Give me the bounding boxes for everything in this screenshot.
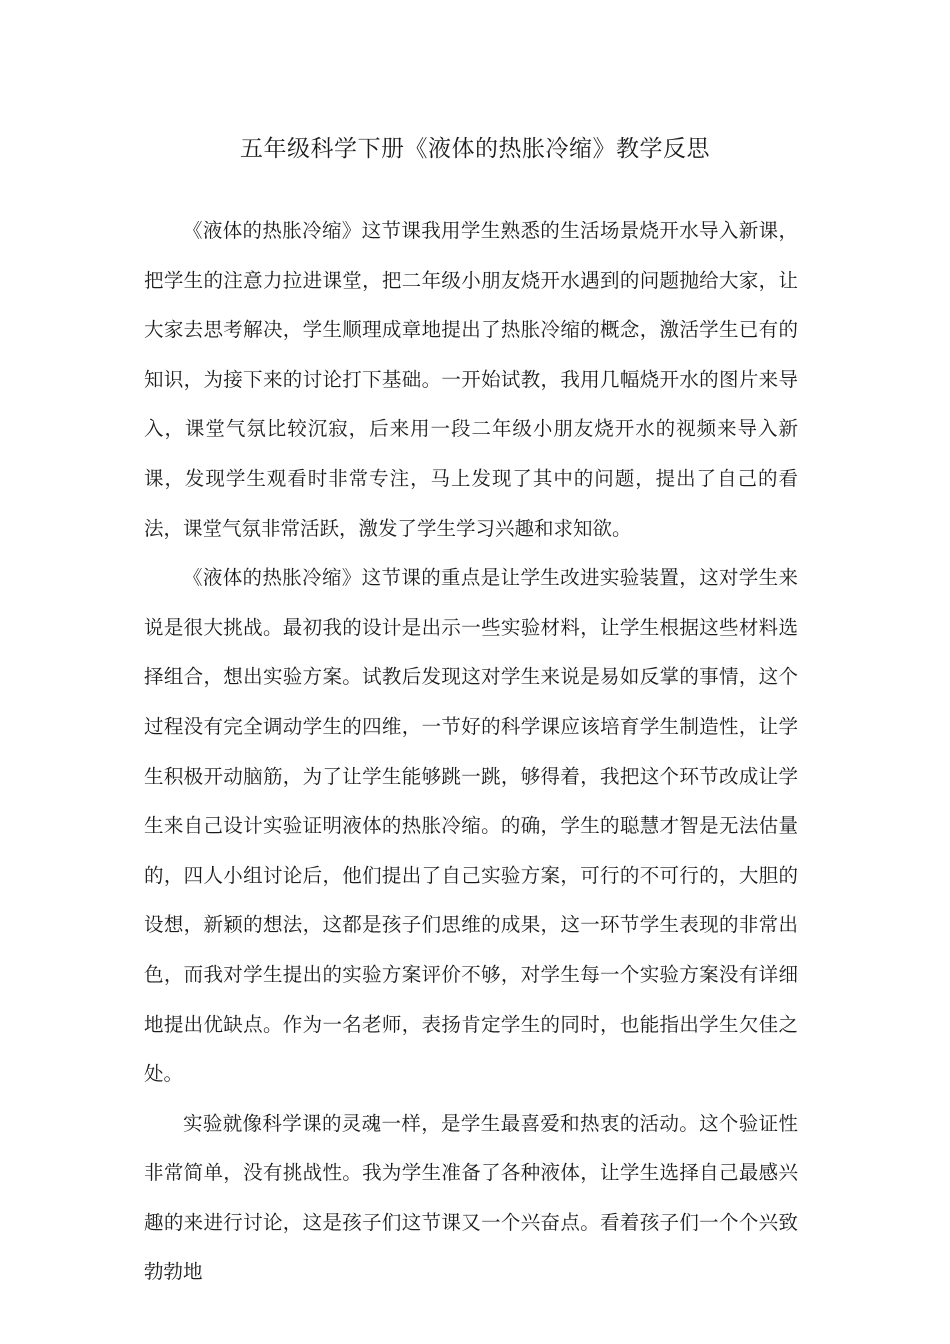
paragraph-2: 《液体的热胀冷缩》这节课的重点是让学生改进实验装置，这对学生来说是很大挑战。最初我的设计是出示一些实验材料，让学生根据这些材料选择组合，想出实验方案。试教后发现这对学生来说是易如反掌的事情，这个过程没有完全调动学生的四维，一节好的科学课应该培育学生制造性，让学生积极开动脑筋，为了让学生能够跳一跳，够得着，我把这个环节改成让学生来自己设计实验证明液体的热胀冷缩。的确，学生的聪慧才智是无法估量的，四人小组讨论后，他们提出了自己实验方案，可行的不可行的，大胆的设想，新颖的想法，这都是孩子们思维的成果，这一环节学生表现的非常出色，而我对学生提出的实验方案评价不够，对学生每一个实验方案没有详细地提出优缺点。作为一名老师，表扬肯定学生的同时，也能指出学生欠佳之处。 [144,566,798,1086]
paragraph-3: 实验就像科学课的灵魂一样，是学生最喜爱和热衷的活动。这个验证性非常简单，没有挑战性。我为学生准备了各种液体，让学生选择自己最感兴趣的来进行讨论，这是孩子们这节课又一个兴奋点。看着孩子们一个个兴致勃勃地 [144,1111,798,1284]
document-title: 五年级科学下册《液体的热胀冷缩》教学反思 [240,136,710,162]
document-body [144,206,798,1297]
paragraph-1: 《液体的热胀冷缩》这节课我用学生熟悉的生活场景烧开水导入新课，把学生的注意力拉进课堂，把二年级小朋友烧开水遇到的问题抛给大家，让大家去思考解决，学生顺理成章地提出了热胀冷缩的概念，激活学生已有的知识，为接下来的讨论打下基础。一开始试教，我用几幅烧开水的图片来导入，课堂气氛比较沉寂，后来用一段二年级小朋友烧开水的视频来导入新课，发现学生观看时非常专注，马上发现了其中的问题，提出了自己的看法，课堂气氛非常活跃，激发了学生学习兴趣和求知欲。 [144,219,798,540]
